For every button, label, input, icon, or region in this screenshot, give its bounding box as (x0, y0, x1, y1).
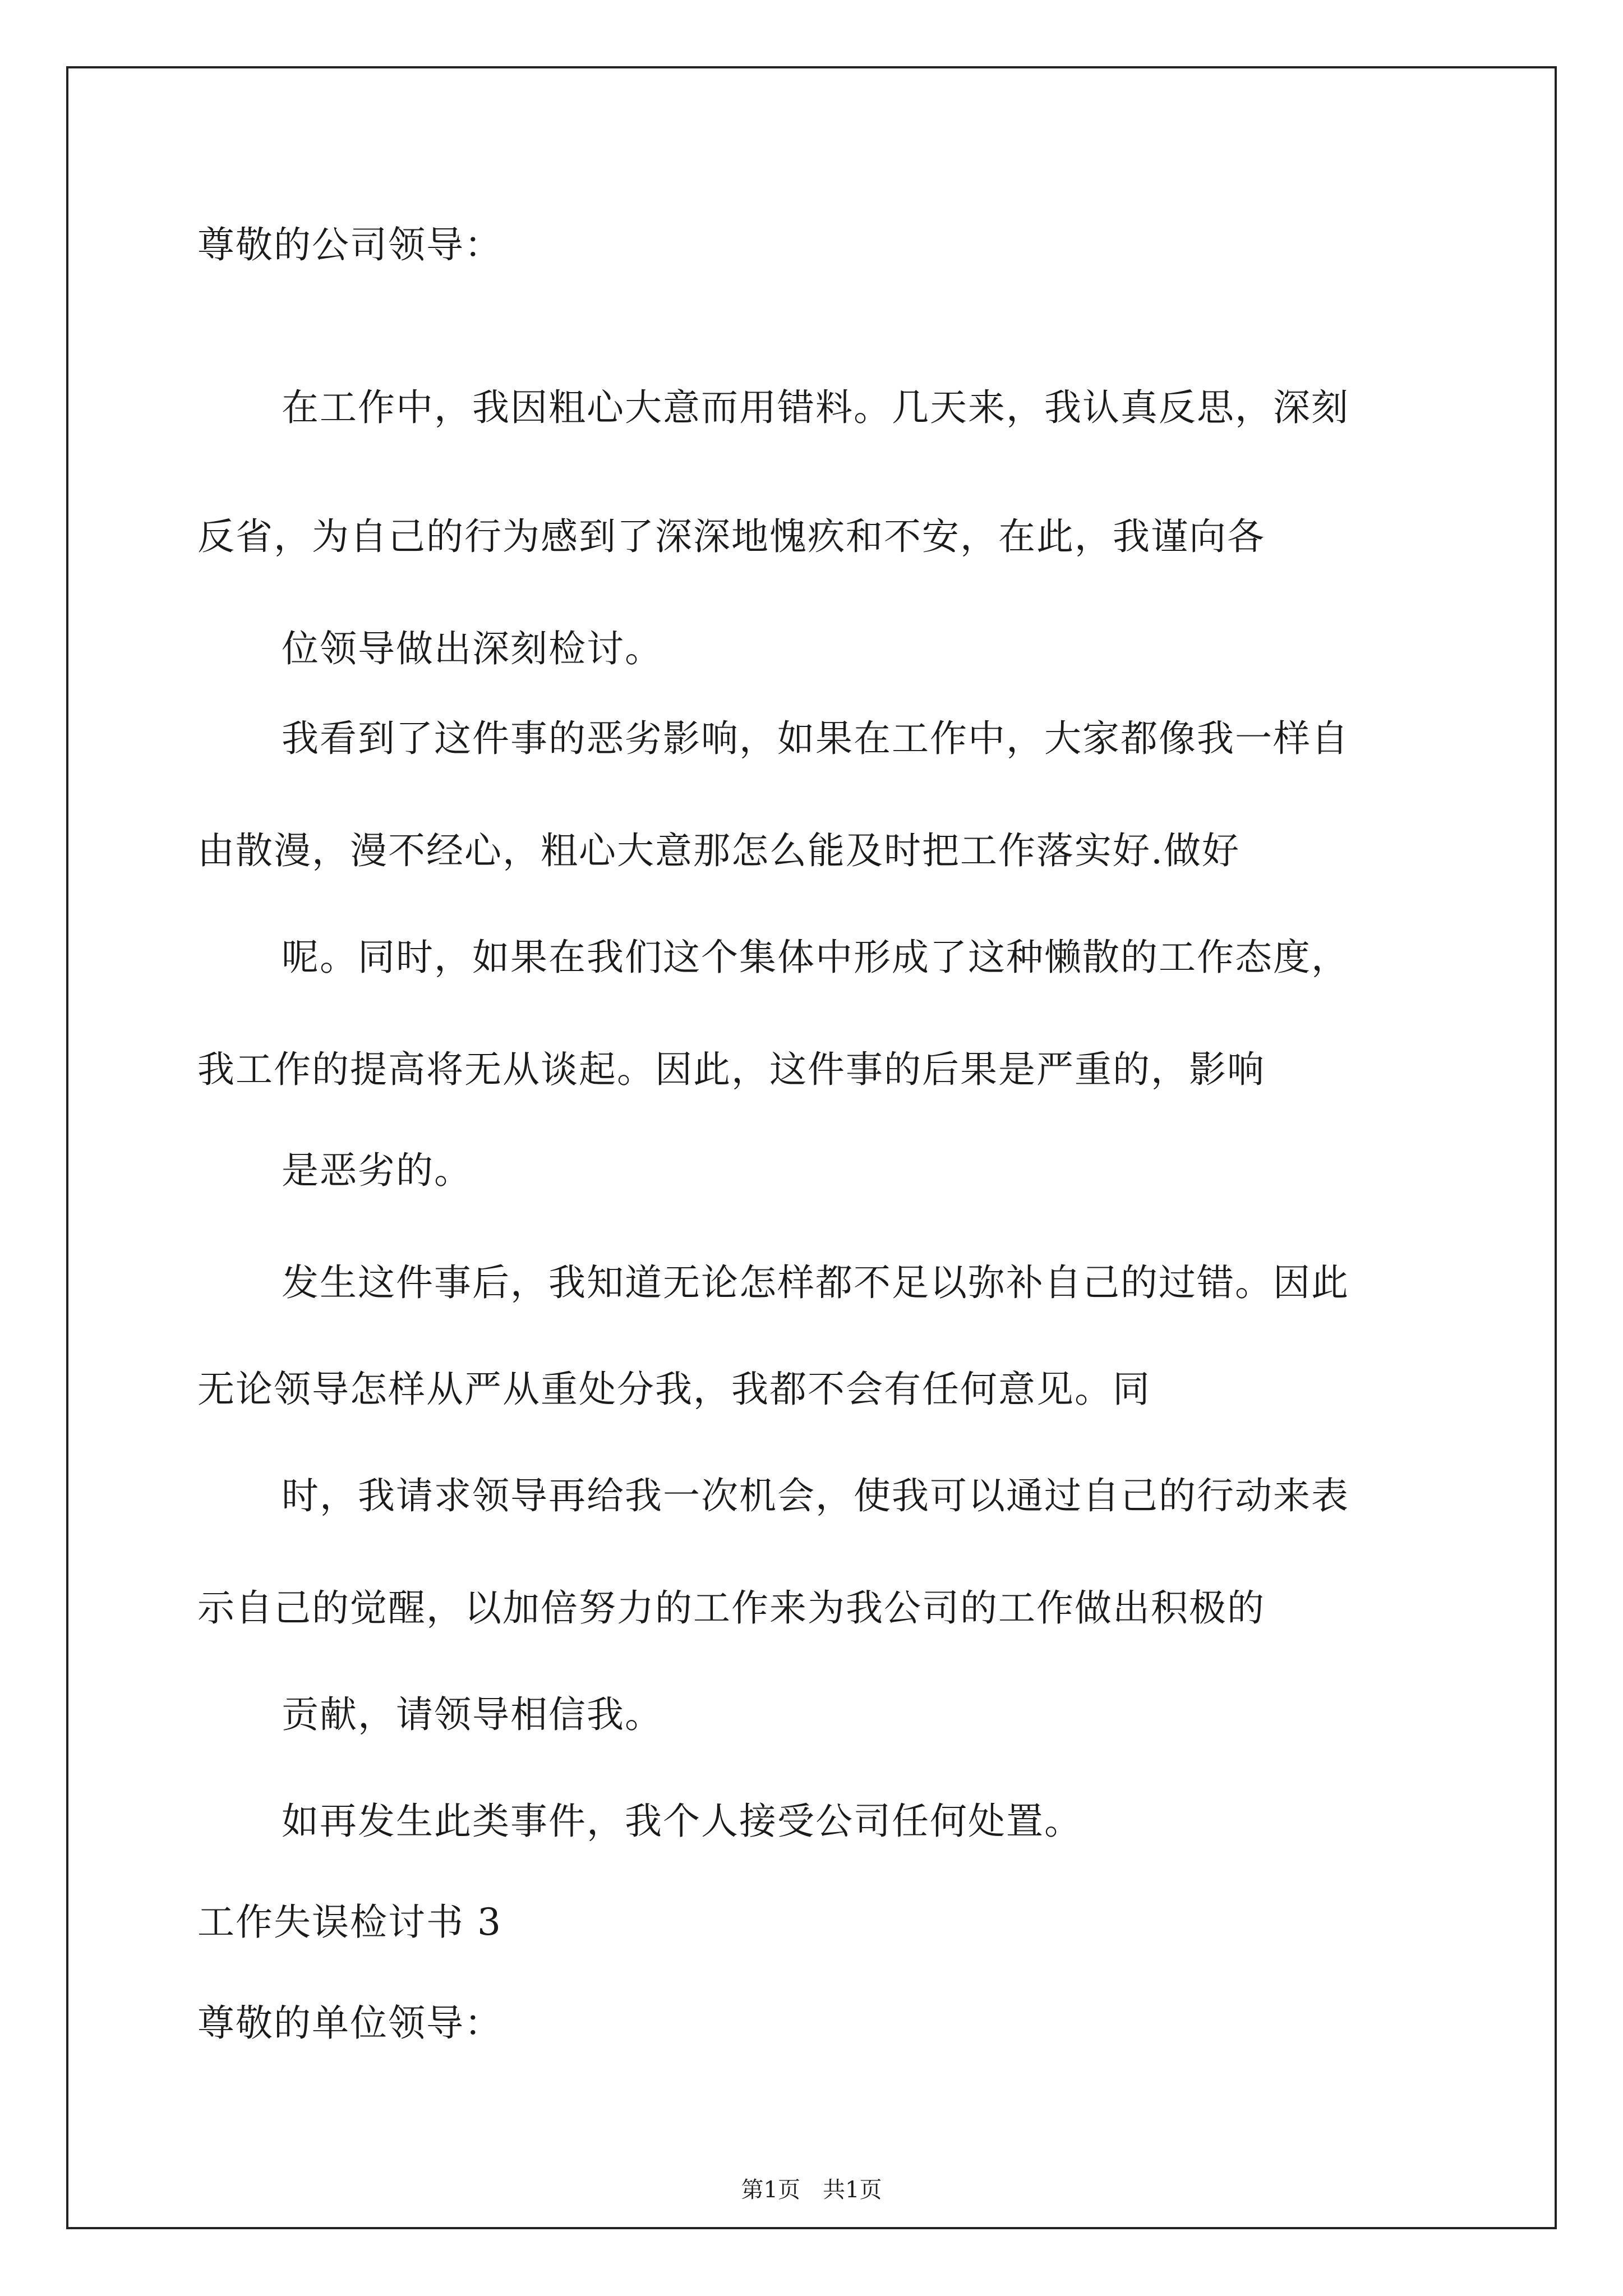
body-line: 发生这件事后，我知道无论怎样都不足以弥补自己的过错。因此 (282, 1261, 1349, 1304)
body-line: 无论领导怎样从严从重处分我，我都不会有任何意见。同 (197, 1368, 1151, 1411)
salutation: 尊敬的单位领导： (197, 2001, 502, 2045)
body-line: 在工作中，我因粗心大意而用错料。几天来，我认真反思，深刻 (282, 386, 1349, 429)
page-total: 共1页 (823, 2177, 882, 2203)
body-line: 示自己的觉醒，以加倍努力的工作来为我公司的工作做出积极的 (197, 1586, 1265, 1630)
body-line: 我工作的提高将无从谈起。因此，这件事的后果是严重的，影响 (197, 1048, 1265, 1091)
page-footer (68, 2173, 1555, 2207)
body-line: 反省，为自己的行为感到了深深地愧疚和不安，在此，我谨向各 (197, 515, 1265, 558)
body-line: 由散漫，漫不经心，粗心大意那怎么能及时把工作落实好.做好 (197, 829, 1240, 872)
body-line: 呢。同时，如果在我们这个集体中形成了这种懒散的工作态度， (282, 936, 1349, 979)
body-line: 位领导做出深刻检讨。 (282, 627, 663, 670)
body-line: 贡献，请领导相信我。 (282, 1693, 663, 1736)
body-line: 时，我请求领导再给我一次机会，使我可以通过自己的行动来表 (282, 1474, 1349, 1517)
salutation: 尊敬的公司领导： (197, 223, 502, 266)
page-frame (66, 66, 1557, 2229)
body-line: 如再发生此类事件，我个人接受公司任何处置。 (282, 1800, 1082, 1843)
body-line: 我看到了这件事的恶劣影响，如果在工作中，大家都像我一样自 (282, 717, 1349, 760)
page-number: 第1页 (741, 2177, 800, 2203)
section-heading: 工作失误检讨书 3 (197, 1901, 502, 1944)
body-line: 是恶劣的。 (282, 1149, 472, 1192)
